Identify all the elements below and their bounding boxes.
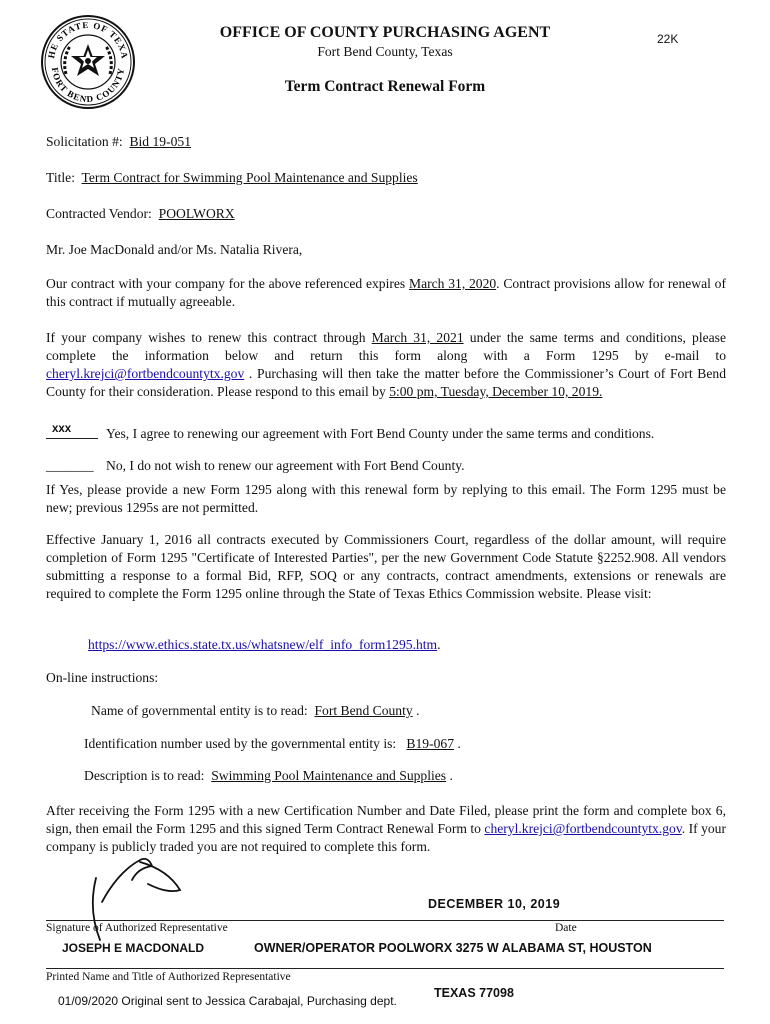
handwritten-signature [78, 850, 198, 950]
entity-label: Name of governmental entity is to read: [91, 703, 308, 718]
p2-text-a: If your company wishes to renew this contract through [46, 330, 372, 345]
office-heading: OFFICE OF COUNTY PURCHASING AGENT [219, 24, 551, 41]
id-value: B19-067 [406, 736, 454, 751]
title-address-line2: TEXAS 77098 [434, 986, 514, 1000]
solicitation-value: Bid 19-051 [129, 134, 192, 149]
vendor-label: Contracted Vendor: [46, 206, 152, 221]
salutation: Mr. Joe MacDonald and/or Ms. Natalia Rivera, [46, 242, 303, 257]
county-seal [40, 14, 136, 110]
title-line [46, 169, 418, 187]
seal-bottom-text: FORT BEND COUNTY [49, 66, 127, 105]
no-text: No, I do not wish to renew our agreement with Fort Bend County. [106, 458, 465, 473]
ethics-url-suffix: . [437, 637, 441, 652]
paragraph-after-receiving [46, 802, 726, 856]
form-code: 22K [657, 32, 679, 46]
paragraph-renewal [46, 329, 726, 401]
printed-name-label: Printed Name and Title of Authorized Representative [46, 971, 291, 983]
no-blank[interactable]: _______ [46, 458, 94, 473]
paragraph-form1295-info: Effective January 1, 2016 all contracts executed by Commissioners Court, regardless of the dollar amount, will require completion of Form 1295 "Certificate of Interested Parties", per the new Government Code Statute §2252.908. All vendors submitting a response to a formal Bid, RFP, SOQ or any contracts, contract amendments, extensions or renewals are required to complete the Form 1295 online through the State of Texas Ethics Commission website. Please visit: [46, 532, 726, 601]
description-label: Description is to read: [84, 768, 205, 783]
title-value: Term Contract for Swimming Pool Maintenance and Supplies [81, 170, 418, 185]
entity-suffix: . [412, 703, 420, 718]
email-link[interactable]: cheryl.krejci@fortbendcountytx.gov [46, 366, 245, 381]
vendor-line [46, 205, 235, 223]
yes-checkbox-line[interactable] [46, 424, 98, 439]
ethics-url-link[interactable]: https://www.ethics.state.tx.us/whatsnew/elf_info_form1295.htm [88, 637, 438, 652]
description-suffix: . [446, 768, 453, 783]
paragraph-form1295-required: If Yes, please provide a new Form 1295 along with this renewal form by replying to this email. The Form 1295 must be new; previous 1295s are not permitted. [46, 482, 726, 515]
p2-text-b: under the same terms and conditions, please complete the information below and return this form along with a Form 1295 by e-mail to [46, 330, 727, 363]
yes-mark: xxx [52, 423, 72, 435]
vendor-value: POOLWORX [158, 206, 235, 221]
footer-note: 01/09/2020 Original sent to Jessica Carabajal, Purchasing dept. [58, 994, 397, 1008]
description-line [84, 767, 453, 785]
solicitation-line [46, 133, 191, 151]
ethics-url-line [88, 636, 441, 654]
p1-text-a: Our contract with your company for the above referenced expires [46, 276, 409, 291]
yes-text: Yes, I agree to renewing our agreement with Fort Bend County under the same terms and conditions. [106, 426, 655, 441]
title-label: Title: [46, 170, 75, 185]
expiry-date: March 31, 2020 [408, 276, 497, 291]
online-instructions-heading: On-line instructions: [46, 670, 159, 685]
form-title: Term Contract Renewal Form [284, 78, 486, 95]
printed-name-value: JOSEPH E MACDONALD [62, 941, 205, 955]
id-label: Identification number used by the governmental entity is: [84, 736, 397, 751]
response-deadline: 5:00 pm, Tuesday, December 10, 2019. [389, 384, 603, 399]
signature-line [46, 920, 724, 921]
p1-text-b: . Contract provisions allow for renewal of this contract if mutually agreeable. [46, 276, 726, 309]
county-subheading: Fort Bend County, Texas [317, 44, 453, 59]
solicitation-label: Solicitation #: [46, 134, 123, 149]
renewal-date: March 31, 2021 [371, 330, 464, 345]
p2-text-c: . Purchasing will then take the matter before the Commissioner’s Court of Fort Bend County for their consideration. Please respond to this email by [46, 366, 726, 399]
paragraph-expiry [46, 275, 726, 311]
printed-name-line [46, 968, 724, 969]
p5-text-a: After receiving the Form 1295 with a new Certification Number and Date Filed, please print the form and complete box 6, sign, then email the Form 1295 and this signed Term Contract Renewal Form to [46, 803, 726, 836]
id-line [84, 735, 461, 753]
date-label: Date [555, 922, 577, 934]
date-value: DECEMBER 10, 2019 [428, 897, 561, 911]
description-value: Swimming Pool Maintenance and Supplies [211, 768, 447, 783]
id-suffix: . [453, 736, 461, 751]
seal-top-text: HE STATE OF TEXA [46, 19, 131, 61]
email-link-2[interactable]: cheryl.krejci@fortbendcountytx.gov [484, 821, 682, 836]
title-address-line1: OWNER/OPERATOR POOLWORX 3275 W ALABAMA ST, HOUSTON [254, 941, 652, 955]
entity-line [91, 702, 419, 720]
p5-text-b: . If your company is publicly traded you are not required to complete this form. [46, 821, 727, 854]
signature-label: Signature of Authorized Representative [46, 922, 228, 934]
entity-value: Fort Bend County [314, 703, 413, 718]
